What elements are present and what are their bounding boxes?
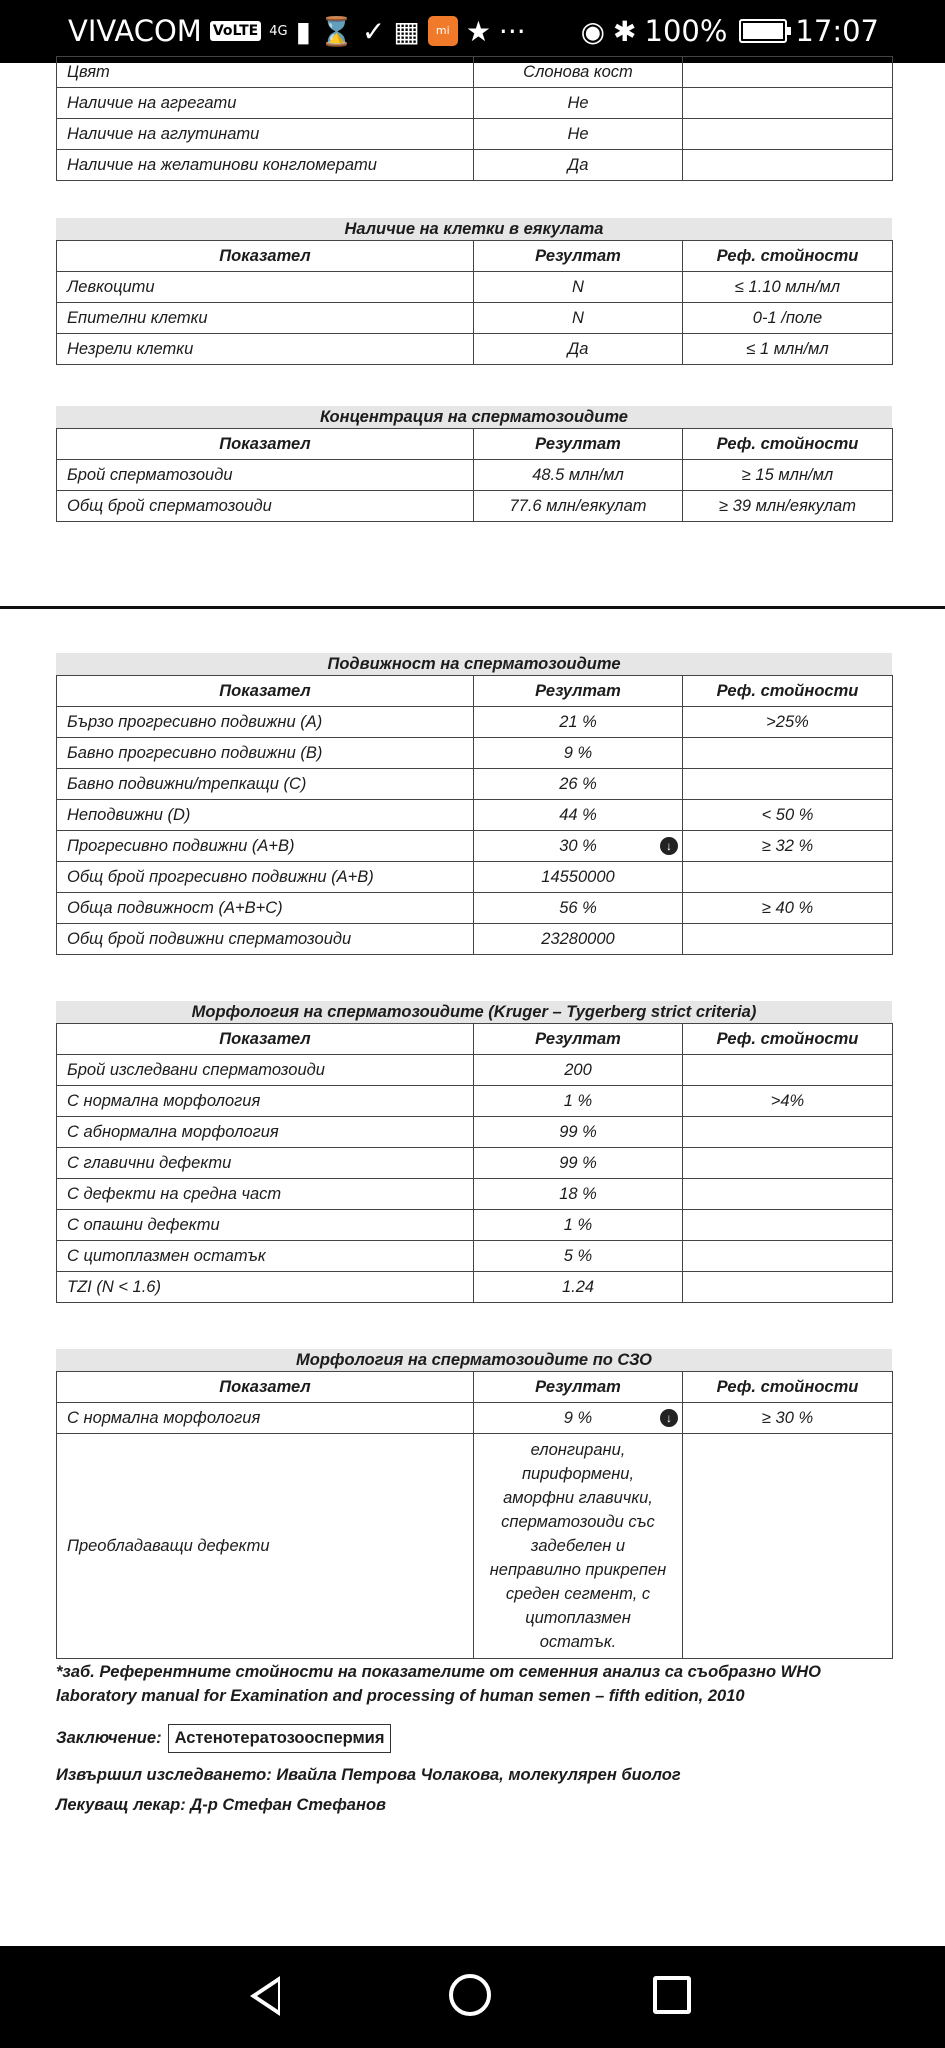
table-cell: ≥ 15 млн/мл xyxy=(683,460,893,491)
table-cell: 9 % xyxy=(474,738,683,769)
signal-icon: ▮ xyxy=(295,14,311,48)
battery-percent: 100% xyxy=(644,14,728,48)
column-header: Реф. стойности xyxy=(683,241,893,272)
table-row xyxy=(57,1241,893,1272)
table-cell xyxy=(683,769,893,800)
table-cell xyxy=(683,1434,893,1659)
table-row xyxy=(57,272,893,303)
table-cell: Наличие на агрегати xyxy=(57,88,474,119)
table-cell: Прогресивно подвижни (А+В) xyxy=(57,831,474,862)
column-header: Реф. стойности xyxy=(683,1024,893,1055)
kruger-table xyxy=(56,1023,893,1303)
who-table xyxy=(56,1371,893,1659)
cells-table xyxy=(56,240,893,365)
result-cell: 9 % ↓ xyxy=(474,1403,683,1434)
table-row xyxy=(57,1148,893,1179)
table-row xyxy=(57,924,893,955)
conclusion xyxy=(56,1724,391,1753)
table-cell: 23280000 xyxy=(474,924,683,955)
table-cell: < 50 % xyxy=(683,800,893,831)
notification-app-icon: mi xyxy=(428,16,458,46)
table-header-row xyxy=(57,1024,893,1055)
table-cell: 1 % xyxy=(474,1086,683,1117)
table-header-row xyxy=(57,676,893,707)
table-cell: Наличие на аглутинати xyxy=(57,119,474,150)
table-cell: Общ брой сперматозоиди xyxy=(57,491,474,522)
gallery-icon: ▦ xyxy=(393,14,420,48)
battery-icon xyxy=(739,19,787,43)
table-cell: Преобладаващи дефекти xyxy=(57,1434,474,1659)
more-icon: ··· xyxy=(498,14,526,48)
table-cell xyxy=(683,150,893,181)
table-cell: ≥ 32 % xyxy=(683,831,893,862)
table-row xyxy=(57,119,893,150)
table-cell: 1.24 xyxy=(474,1272,683,1303)
table-cell: ≤ 1 млн/мл xyxy=(683,334,893,365)
table-cell: Не xyxy=(474,119,683,150)
table-cell: 21 % xyxy=(474,707,683,738)
column-header: Показател xyxy=(57,1024,474,1055)
table-row xyxy=(57,738,893,769)
table-cell: Незрели клетки xyxy=(57,334,474,365)
column-header: Реф. стойности xyxy=(683,676,893,707)
table-row xyxy=(57,303,893,334)
navigation-bar xyxy=(0,1946,945,2048)
table-row xyxy=(57,1117,893,1148)
footnote: *заб. Референтните стойности на показателите от семенния анализ са съобразно WHO laboratory manual for Examination and processing of human semen – fifth edition, 2010 xyxy=(56,1663,821,1705)
table-row xyxy=(57,1434,893,1659)
table-cell: 99 % xyxy=(474,1117,683,1148)
table-cell xyxy=(683,1055,893,1086)
table-cell xyxy=(683,57,893,88)
table-cell xyxy=(683,862,893,893)
table-cell: 200 xyxy=(474,1055,683,1086)
table-row xyxy=(57,1086,893,1117)
table-row xyxy=(57,862,893,893)
network-type: 4G xyxy=(269,23,288,39)
table-cell xyxy=(683,1272,893,1303)
table-cell: елонгирани, пириформени, аморфни главички, сперматозоиди със задебелен и неправилно прикрепен среден сегмент, с цитоплазмен остатък. xyxy=(474,1434,683,1659)
eye-icon: ◉ xyxy=(580,14,606,48)
table-cell: Бавно подвижни/трепкащи (С) xyxy=(57,769,474,800)
column-header: Показател xyxy=(57,429,474,460)
conclusion-label: Заключение: xyxy=(56,1729,162,1747)
column-header: Резултат xyxy=(474,429,683,460)
arrow-down-icon: ↓ xyxy=(660,837,678,855)
table-cell: С абнормална морфология xyxy=(57,1117,474,1148)
table-row xyxy=(57,150,893,181)
column-header: Резултат xyxy=(474,241,683,272)
table-cell xyxy=(683,1210,893,1241)
section-title-concentration: Концентрация на сперматозоидите xyxy=(56,406,892,428)
back-icon[interactable] xyxy=(250,1976,280,2016)
table-cell: Обща подвижност (А+В+С) xyxy=(57,893,474,924)
table-cell: Неподвижни (D) xyxy=(57,800,474,831)
table-cell: С нормална морфология xyxy=(57,1403,474,1434)
hourglass-icon: ⌛ xyxy=(319,14,354,48)
table-cell: Левкоцити xyxy=(57,272,474,303)
column-header: Резултат xyxy=(474,676,683,707)
status-bar xyxy=(0,0,945,63)
table-row xyxy=(57,88,893,119)
table-row xyxy=(57,893,893,924)
table-cell: Да xyxy=(474,150,683,181)
table-cell xyxy=(683,88,893,119)
table-cell: Общ брой прогресивно подвижни (А+В) xyxy=(57,862,474,893)
table-cell: TZI (N < 1.6) xyxy=(57,1272,474,1303)
table-row xyxy=(57,1055,893,1086)
volte-icon: VoLTE xyxy=(210,21,261,41)
table-cell: Не xyxy=(474,88,683,119)
column-header: Показател xyxy=(57,676,474,707)
table-cell: 1 % xyxy=(474,1210,683,1241)
bluetooth-icon: ✱ xyxy=(613,14,637,48)
table-cell: С опашни дефекти xyxy=(57,1210,474,1241)
table-row xyxy=(57,831,893,862)
table-cell: >4% xyxy=(683,1086,893,1117)
table-cell: 99 % xyxy=(474,1148,683,1179)
star-icon: ★ xyxy=(465,14,491,48)
table-row xyxy=(57,1179,893,1210)
table-cell: Цвят xyxy=(57,57,474,88)
carrier-name: VIVACOM xyxy=(68,14,202,48)
table-cell: N xyxy=(474,272,683,303)
table-row xyxy=(57,1272,893,1303)
home-icon[interactable] xyxy=(449,1974,491,2016)
table-cell: 0-1 /поле xyxy=(683,303,893,334)
table-cell: 14550000 xyxy=(474,862,683,893)
table-cell xyxy=(683,1241,893,1272)
table-cell: 18 % xyxy=(474,1179,683,1210)
column-header: Резултат xyxy=(474,1372,683,1403)
concentration-table xyxy=(56,428,893,522)
table-row xyxy=(57,460,893,491)
table-cell xyxy=(683,738,893,769)
section-title-kruger: Морфология на сперматозоидите (Kruger – Tygerberg strict criteria) xyxy=(56,1001,892,1023)
treating-doctor: Лекуващ лекар: Д-р Стефан Стефанов xyxy=(56,1796,386,1814)
table-cell: Брой изследвани сперматозоиди xyxy=(57,1055,474,1086)
table-cell: ≥ 30 % xyxy=(683,1403,893,1434)
table-row xyxy=(57,1403,893,1434)
table-cell: 48.5 млн/мл xyxy=(474,460,683,491)
table-cell: Да xyxy=(474,334,683,365)
table-cell: 26 % xyxy=(474,769,683,800)
recent-apps-icon[interactable] xyxy=(653,1976,691,2014)
sample-properties-table xyxy=(56,56,893,181)
table-cell xyxy=(683,119,893,150)
column-header: Показател xyxy=(57,241,474,272)
performed-by: Извършил изследването: Ивайла Петрова Чолакова, молекулярен биолог xyxy=(56,1766,681,1784)
table-cell: Брой сперматозоиди xyxy=(57,460,474,491)
table-cell: >25% xyxy=(683,707,893,738)
table-cell: С цитоплазмен остатък xyxy=(57,1241,474,1272)
table-cell: ≥ 40 % xyxy=(683,893,893,924)
table-cell: 77.6 млн/еякулат xyxy=(474,491,683,522)
table-row xyxy=(57,334,893,365)
table-cell: N xyxy=(474,303,683,334)
section-title-cells: Наличие на клетки в еякулата xyxy=(56,218,892,240)
table-cell xyxy=(683,1148,893,1179)
table-cell: С главични дефекти xyxy=(57,1148,474,1179)
table-row xyxy=(57,1210,893,1241)
column-header: Реф. стойности xyxy=(683,1372,893,1403)
app-icon: ✓ xyxy=(361,14,386,48)
table-header-row xyxy=(57,1372,893,1403)
table-header-row xyxy=(57,241,893,272)
table-row xyxy=(57,769,893,800)
table-cell: ≥ 39 млн/еякулат xyxy=(683,491,893,522)
section-title-who: Морфология на сперматозоидите по СЗО xyxy=(56,1349,892,1371)
column-header: Реф. стойности xyxy=(683,429,893,460)
column-header: Резултат xyxy=(474,1024,683,1055)
table-row xyxy=(57,57,893,88)
clock: 17:07 xyxy=(795,14,879,48)
table-cell xyxy=(683,1179,893,1210)
page-break xyxy=(0,606,945,609)
table-cell: 5 % xyxy=(474,1241,683,1272)
motility-table xyxy=(56,675,893,955)
column-header: Показател xyxy=(57,1372,474,1403)
result-cell: 30 % ↓ xyxy=(474,831,683,862)
table-row xyxy=(57,800,893,831)
table-cell: С дефекти на средна част xyxy=(57,1179,474,1210)
table-cell xyxy=(683,924,893,955)
table-cell: 56 % xyxy=(474,893,683,924)
table-cell: Наличие на желатинови конгломерати xyxy=(57,150,474,181)
table-cell: Бавно прогресивно подвижни (В) xyxy=(57,738,474,769)
table-cell: Епителни клетки xyxy=(57,303,474,334)
conclusion-value: Астенотератозооспермия xyxy=(168,1724,392,1753)
table-cell xyxy=(683,1117,893,1148)
table-cell: 44 % xyxy=(474,800,683,831)
arrow-down-icon: ↓ xyxy=(660,1409,678,1427)
table-cell: Слонова кост xyxy=(474,57,683,88)
table-cell: С нормална морфология xyxy=(57,1086,474,1117)
table-header-row xyxy=(57,429,893,460)
section-title-motility: Подвижност на сперматозоидите xyxy=(56,653,892,675)
table-cell: ≤ 1.10 млн/мл xyxy=(683,272,893,303)
table-cell: Общ брой подвижни сперматозоиди xyxy=(57,924,474,955)
table-cell: Бързо прогресивно подвижни (А) xyxy=(57,707,474,738)
table-row xyxy=(57,491,893,522)
table-row xyxy=(57,707,893,738)
